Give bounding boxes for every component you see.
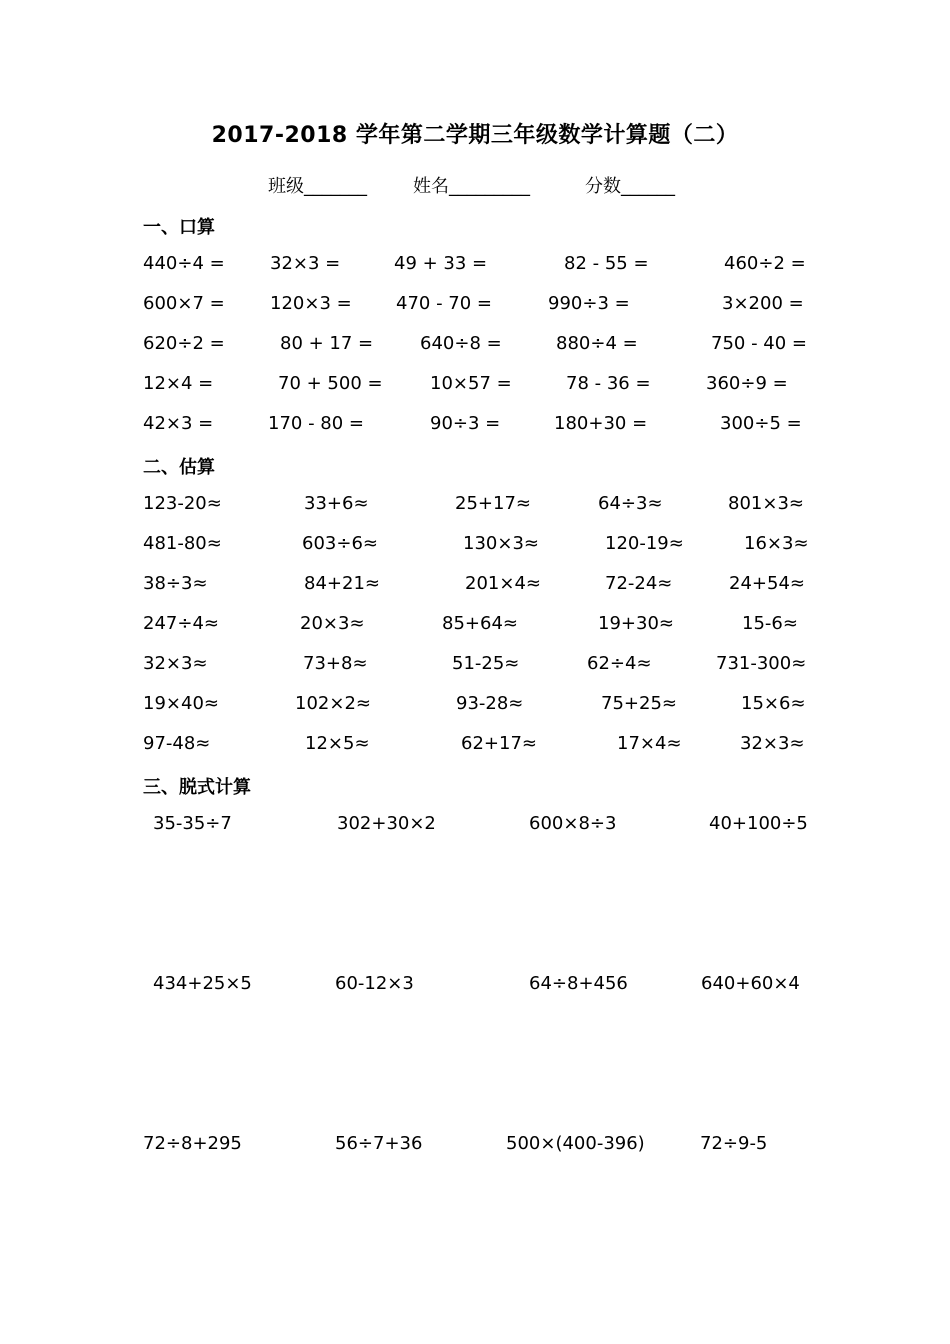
stepwise-problem: 40+100÷5 — [709, 813, 808, 834]
oral-problem: 80 + 17 = — [280, 333, 374, 354]
estimate-problem: 603÷6≈ — [302, 533, 378, 554]
stepwise-row — [0, 973, 950, 1001]
estimate-problem: 93-28≈ — [456, 693, 524, 714]
stepwise-row — [0, 813, 950, 841]
oral-problem: 990÷3 = — [548, 293, 630, 314]
oral-problem: 460÷2 = — [724, 253, 806, 274]
oral-problem: 180+30 = — [554, 413, 648, 434]
stepwise-problem: 302+30×2 — [337, 813, 436, 834]
estimate-problem: 75+25≈ — [601, 693, 677, 714]
oral-problem: 880÷4 = — [556, 333, 638, 354]
stepwise-problem: 35-35÷7 — [153, 813, 232, 834]
stepwise-problem: 500×(400-396) — [506, 1133, 645, 1154]
oral-problem: 90÷3 = — [430, 413, 501, 434]
estimate-row — [0, 573, 950, 601]
estimate-problem: 32×3≈ — [740, 733, 805, 754]
estimate-problem: 12×5≈ — [305, 733, 370, 754]
estimate-problem: 51-25≈ — [452, 653, 520, 674]
stepwise-problem: 60-12×3 — [335, 973, 414, 994]
oral-problem: 470 - 70 = — [396, 293, 493, 314]
oral-problem: 120×3 = — [270, 293, 352, 314]
estimate-row — [0, 533, 950, 561]
oral-problem: 300÷5 = — [720, 413, 802, 434]
estimate-problem: 64÷3≈ — [598, 493, 663, 514]
estimate-problem: 481-80≈ — [143, 533, 222, 554]
estimate-problem: 19×40≈ — [143, 693, 219, 714]
class-field[interactable]: 班级_______ — [268, 176, 367, 197]
score-field[interactable]: 分数______ — [585, 176, 675, 197]
estimate-problem: 72-24≈ — [605, 573, 673, 594]
oral-row — [0, 333, 950, 361]
estimate-problem: 17×4≈ — [617, 733, 682, 754]
estimate-problem: 15-6≈ — [742, 613, 798, 634]
oral-problem: 600×7 = — [143, 293, 225, 314]
oral-problem: 12×4 = — [143, 373, 214, 394]
estimate-problem: 123-20≈ — [143, 493, 222, 514]
oral-row — [0, 413, 950, 441]
estimate-problem: 62+17≈ — [461, 733, 537, 754]
estimate-row — [0, 613, 950, 641]
oral-problem: 3×200 = — [722, 293, 804, 314]
oral-problem: 170 - 80 = — [268, 413, 365, 434]
estimate-problem: 85+64≈ — [442, 613, 518, 634]
page-title: 2017-2018 学年第二学期三年级数学计算题（二） — [211, 123, 739, 148]
estimate-problem: 20×3≈ — [300, 613, 365, 634]
estimate-problem: 62÷4≈ — [587, 653, 652, 674]
oral-problem: 42×3 = — [143, 413, 214, 434]
oral-problem: 32×3 = — [270, 253, 341, 274]
oral-problem: 640÷8 = — [420, 333, 502, 354]
estimate-problem: 102×2≈ — [295, 693, 371, 714]
oral-row — [0, 293, 950, 321]
estimate-problem: 33+6≈ — [304, 493, 369, 514]
estimate-problem: 73+8≈ — [303, 653, 368, 674]
oral-problem: 10×57 = — [430, 373, 512, 394]
estimate-problem: 32×3≈ — [143, 653, 208, 674]
stepwise-problem: 640+60×4 — [701, 973, 800, 994]
oral-row — [0, 253, 950, 281]
oral-problem: 620÷2 = — [143, 333, 225, 354]
stepwise-problem: 600×8÷3 — [529, 813, 617, 834]
estimate-problem: 84+21≈ — [304, 573, 380, 594]
estimate-problem: 38÷3≈ — [143, 573, 208, 594]
estimate-problem: 130×3≈ — [463, 533, 539, 554]
stepwise-row — [0, 1133, 950, 1161]
estimate-row — [0, 693, 950, 721]
estimate-problem: 16×3≈ — [744, 533, 809, 554]
estimate-row — [0, 653, 950, 681]
oral-problem: 78 - 36 = — [566, 373, 651, 394]
estimate-problem: 19+30≈ — [598, 613, 674, 634]
stepwise-problem: 64÷8+456 — [529, 973, 628, 994]
estimate-row — [0, 733, 950, 761]
stepwise-problem: 72÷8+295 — [143, 1133, 242, 1154]
oral-row — [0, 373, 950, 401]
oral-problem: 70 + 500 = — [278, 373, 383, 394]
oral-problem: 750 - 40 = — [711, 333, 808, 354]
estimate-problem: 201×4≈ — [465, 573, 541, 594]
estimate-problem: 24+54≈ — [729, 573, 805, 594]
estimate-problem: 247÷4≈ — [143, 613, 219, 634]
section-heading-estimate: 二、估算 — [143, 457, 215, 478]
estimate-problem: 25+17≈ — [455, 493, 531, 514]
oral-problem: 82 - 55 = — [564, 253, 649, 274]
section-heading-stepwise: 三、脱式计算 — [143, 777, 251, 798]
estimate-problem: 120-19≈ — [605, 533, 684, 554]
stepwise-problem: 434+25×5 — [153, 973, 252, 994]
name-field[interactable]: 姓名_________ — [413, 176, 530, 197]
estimate-problem: 801×3≈ — [728, 493, 804, 514]
estimate-row — [0, 493, 950, 521]
stepwise-problem: 72÷9-5 — [700, 1133, 768, 1154]
oral-problem: 360÷9 = — [706, 373, 788, 394]
oral-problem: 49 + 33 = — [394, 253, 488, 274]
estimate-problem: 15×6≈ — [741, 693, 806, 714]
oral-problem: 440÷4 = — [143, 253, 225, 274]
stepwise-problem: 56÷7+36 — [335, 1133, 423, 1154]
estimate-problem: 731-300≈ — [716, 653, 807, 674]
estimate-problem: 97-48≈ — [143, 733, 211, 754]
section-heading-oral: 一、口算 — [143, 217, 215, 238]
